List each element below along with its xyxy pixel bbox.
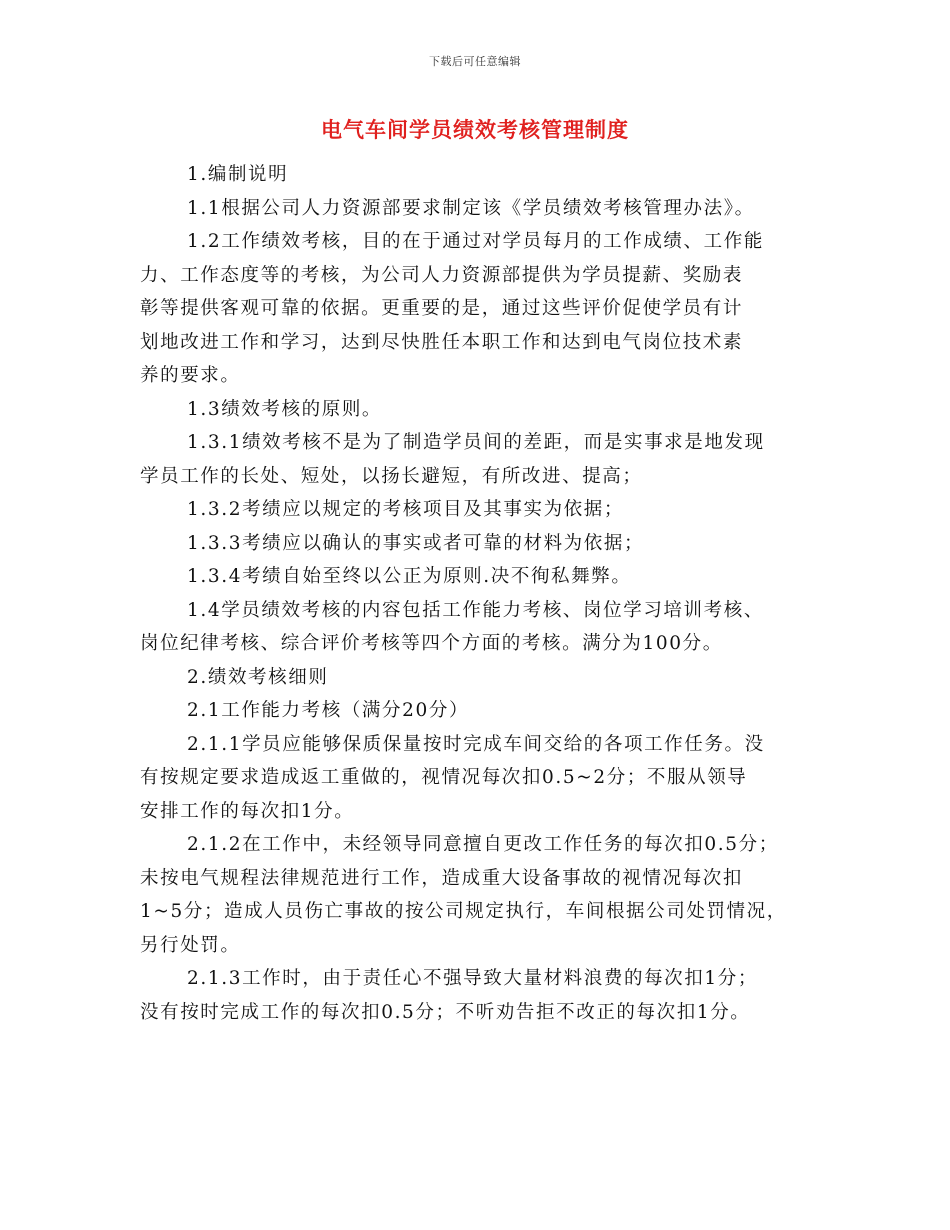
paragraph-1-3-4: 1.3.4考绩自始至终以公正为原则.决不徇私舞弊。 [187, 566, 632, 587]
paragraph-2-1-3: 2.1.3工作时，由于责任心不强导致大量材料浪费的每次扣1分； 没有按时完成工作的每次扣0.5分；不听劝告拒不改正的每次扣1分。 [140, 968, 758, 1023]
paragraph-2-1-2: 2.1.2在工作中，未经领导同意擅自更改工作任务的每次扣0.5分； 未按电气规程法律规范进行工作，造成重大设备事故的视情况每次扣 1~5分；造成人员伤亡事故的按公司规定执行，车间根据公司处罚情况， 另行处罚。 [140, 834, 787, 956]
paragraph-1-3-1: 1.3.1绩效考核不是为了制造学员间的差距，而是实事求是地发现 学员工作的长处、短处，以扬长避短，有所改进、提高； [140, 432, 765, 487]
paragraph-1-2: 1.2工作绩效考核，目的在于通过对学员每月的工作成绩、工作能 力、工作态度等的考核，为公司人力资源部提供为学员提薪、奖励表 彰等提供客观可靠的依据。更重要的是，通过这些评价促使学员有计 划地改进工作和学习，达到尽快胜任本职工作和达到电气岗位技术素 养的要求。 [140, 231, 764, 386]
paragraph-2-1: 2.1工作能力考核（满分20分） [187, 700, 470, 721]
paragraph-1-4: 1.4学员绩效考核的内容包括工作能力考核、岗位学习培训考核、 岗位纪律考核、综合评价考核等四个方面的考核。满分为100分。 [140, 599, 764, 654]
paragraph-2-1-1: 2.1.1学员应能够保质保量按时完成车间交给的各项工作任务。没 有按规定要求造成返工重做的，视情况每次扣0.5~2分；不服从领导 安排工作的每次扣1分。 [140, 733, 765, 822]
paragraph-1-3-2: 1.3.2考绩应以规定的考核项目及其事实为依据； [187, 499, 624, 520]
paragraph-1-3: 1.3绩效考核的原则。 [187, 398, 383, 420]
page-title: 电气车间学员绩效考核管理制度 [321, 117, 629, 142]
header-note: 下载后可任意编辑 [429, 55, 521, 68]
paragraph-1-1: 1.1根据公司人力资源部要求制定该《学员绩效考核管理办法》。 [187, 197, 755, 219]
paragraph-1: 1.编制说明 [187, 164, 289, 185]
document-body [140, 158, 820, 1029]
paragraph-2: 2.绩效考核细则 [187, 666, 329, 688]
paragraph-1-3-3: 1.3.3考绩应以确认的事实或者可靠的材料为依据； [187, 532, 645, 554]
